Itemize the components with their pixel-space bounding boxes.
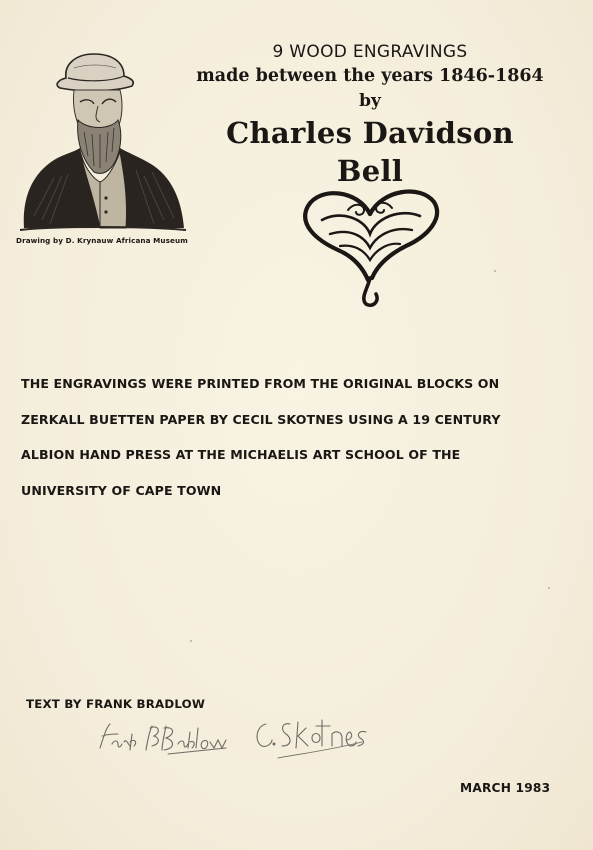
portrait-caption: Drawing by D. Krynauw Africana Museum [16, 236, 188, 245]
skotnes-signature [250, 712, 368, 770]
paper-speck [190, 640, 192, 642]
title-by: by [359, 91, 381, 111]
bradlow-signature [94, 714, 234, 762]
statement-line: ZERKALL BUETTEN PAPER BY CECIL SKOTNES USING A 19 CENTURY [21, 411, 501, 427]
statement-line: THE ENGRAVINGS WERE PRINTED FROM THE ORIGINAL BLOCKS ON [21, 376, 500, 391]
title-years: made between the years 1846-1864 [196, 66, 544, 86]
artist-name: Charles Davidson Bell [226, 116, 514, 188]
statement-line: UNIVERSITY OF CAPE TOWN [21, 482, 222, 498]
paper-speck [494, 270, 496, 272]
title-heading: 9 WOOD ENGRAVINGS [272, 42, 468, 62]
portrait-engraving [14, 48, 189, 233]
text-author-credit: TEXT BY FRANK BRADLOW [26, 697, 206, 711]
statement-line: ALBION HAND PRESS AT THE MICHAELIS ART SCHOOL OF THE [21, 447, 461, 462]
heart-flourish-ornament [300, 180, 442, 308]
printing-statement [21, 366, 581, 508]
title-block [195, 40, 545, 190]
paper-speck [548, 587, 550, 589]
publication-date: MARCH 1983 [460, 781, 551, 795]
